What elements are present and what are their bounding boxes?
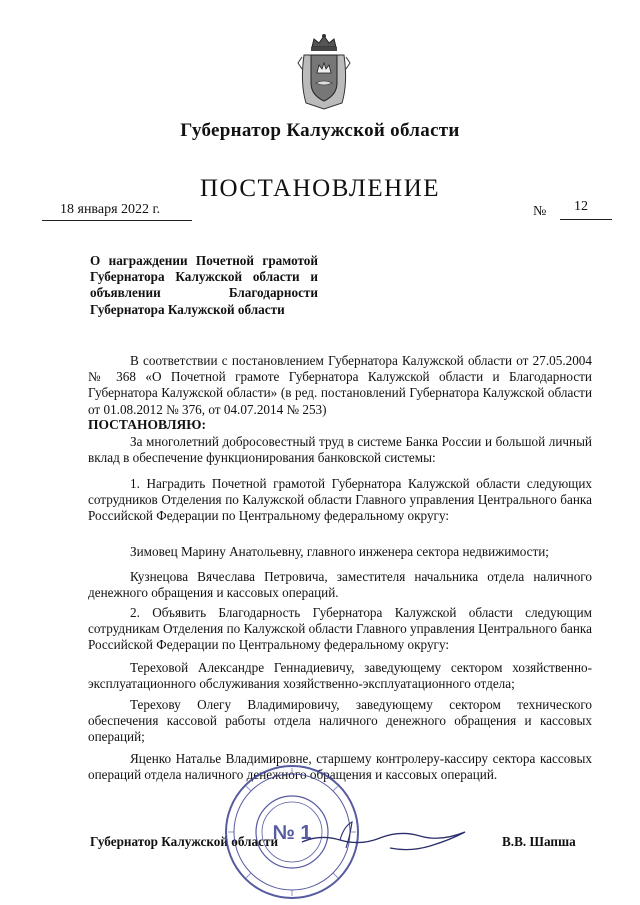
preamble-paragraph: В соответствии с постановлением Губернатора Калужской области от 27.05.2004 № 368 «О Почетной грамоте Губернатора Калужской области и Благодарности Губернатора Калужской области» (в ред. постановлений Губернатора Калужской области от 01.08.2012 № 376, от 04.07.2014 № 253): [88, 353, 592, 417]
date-underline: [42, 220, 192, 221]
item-1-paragraph: 1. Наградить Почетной грамотой Губернатора Калужской области следующих сотрудников Отделения по Калужской области Главного управления Центрального банка Российской Федерации по Центральному федеральному округу:: [88, 476, 592, 524]
issuing-authority: Губернатор Калужской области: [180, 120, 460, 141]
handwritten-signature: [300, 812, 480, 862]
document-date: 18 января 2022 г.: [60, 202, 161, 217]
item-1-person-1: Зимовец Марину Анатольевну, главного инженера сектора недвижимости;: [130, 544, 549, 559]
item-2-person-3: Яценко Наталье Владимировне, старшему контролеру-кассиру сектора кассовых операций отдела наличного денежного обращения и кассовых операций.: [88, 751, 592, 783]
document-type-title: ПОСТАНОВЛЕНИЕ: [199, 175, 441, 202]
number-label: №: [533, 204, 547, 219]
item-2-paragraph: 2. Объявить Благодарность Губернатора Калужской области следующим сотрудникам Отделения по Калужской области Главного управления Центрального банка Российской Федерации по Центральному федеральному округу:: [88, 605, 592, 653]
document-number: 12: [574, 199, 588, 214]
signatory-name: В.В. Шапша: [502, 834, 576, 849]
seal-number: № 1: [272, 822, 312, 844]
reason-paragraph: За многолетний добросовестный труд в системе Банка России и большой личный вклад в обеспечение функционирования банковской системы:: [88, 434, 592, 466]
signatory-title: Губернатор Калужской области: [90, 834, 279, 849]
kaluga-coat-of-arms-icon: [296, 33, 352, 111]
decree-word: ПОСТАНОВЛЯЮ:: [88, 417, 206, 432]
document-subject: О награждении Почетной грамотой Губернатора Калужской области и объявлении Благодарности Губернатора Калужской области: [90, 253, 318, 317]
item-2-person-2: Терехову Олегу Владимировичу, заведующему сектором технического обеспечения кассовой работы отдела наличного денежного обращения и кассовых операций;: [88, 697, 592, 745]
item-1-person-2: Кузнецова Вячеслава Петровича, заместителя начальника отдела наличного денежного обращения и кассовых операций.: [88, 569, 592, 601]
number-underline: [560, 219, 612, 220]
item-2-person-1: Тереховой Александре Геннадиевичу, заведующему сектором хозяйственно-эксплуатационного обслуживания хозяйственно-эксплуатационного отдела;: [88, 660, 592, 692]
